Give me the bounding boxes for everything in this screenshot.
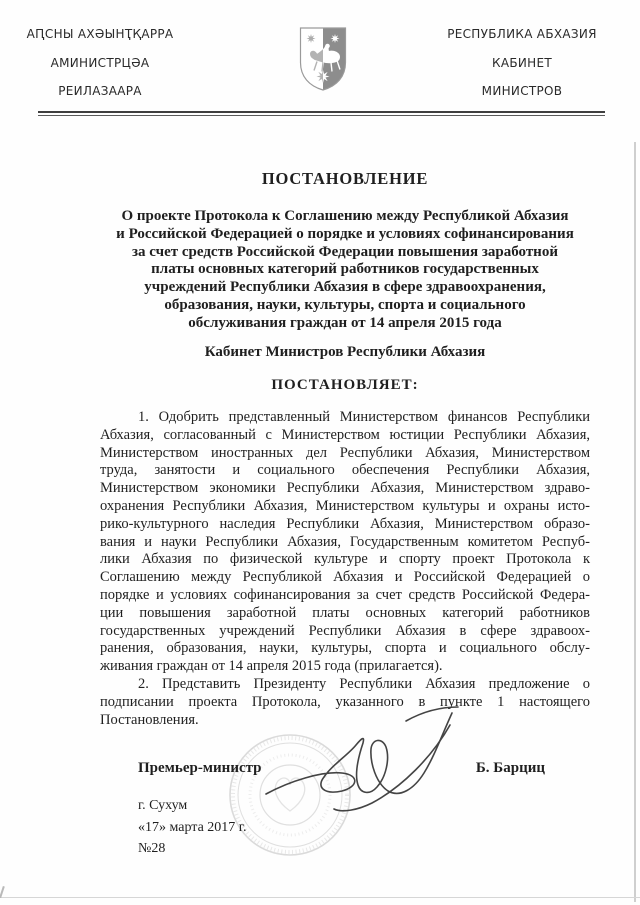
subject-line: образования, науки, культуры, спорта и социального	[164, 296, 526, 313]
scan-bottom-artifact	[0, 897, 640, 898]
document-subject	[100, 208, 590, 333]
paragraph-1-line: рико-культурного наследия Республики Абхазия, Министерством образо-	[100, 515, 590, 532]
org-russian-line-1: РЕСПУБЛИКА АБХАЗИЯ	[447, 27, 597, 41]
paragraph-1-line: государственных учреждений Республики Абхазия в сфере здравоох-	[100, 622, 590, 639]
subject-line: за счет средств Российской Федерации повышения заработной	[132, 243, 558, 260]
footer-date: «17» марта 2017 г.	[138, 819, 247, 835]
paragraph-1-line: Министерством экономики Республики Абхазия, Министерством здраво-	[100, 480, 590, 497]
org-abkhaz-line-3: РЕИЛАЗААРА	[58, 84, 142, 98]
paragraph-1-line: ранения, образования, науки, культуры, спорта и социального обслу-	[100, 640, 590, 657]
paragraph-1-line: ции повышения заработной платы основных категорий работников	[100, 604, 590, 621]
scan-edge-artifact	[634, 142, 636, 902]
resolves-line: ПОСТАНОВЛЯЕТ:	[271, 377, 419, 393]
paragraph-1-line: Соглашению между Республикой Абхазия и Российской Федерацией о	[100, 569, 590, 586]
signatory-role: Премьер-министр	[138, 760, 262, 776]
paragraph-2-line: 2. Представить Президенту Республики Абхазия предложение о	[138, 675, 590, 692]
subject-line: платы основных категорий работников государственных	[151, 261, 539, 278]
document-title: ПОСТАНОВЛЕНИЕ	[261, 169, 429, 188]
org-russian-line-2: КАБИНЕТ	[492, 55, 552, 70]
issuer-line: Кабинет Министров Республики Абхазия	[204, 344, 486, 360]
paragraph-1-line: лики Абхазия по физической культуре и спорту проект Протокола к	[100, 551, 590, 568]
paragraph-1-line: охранения Республики Абхазия, Министерством культуры и охраны исто-	[100, 497, 590, 514]
signatory-name: Б. Барциц	[475, 760, 545, 776]
footer-place: г. Сухум	[138, 798, 188, 813]
paragraph-1-line: труда, занятости и социального обеспечения Республики Абхазия,	[100, 462, 590, 479]
handwritten-signature-icon	[230, 695, 480, 825]
paragraph-1-line: вания и науки Республики Абхазия, Государственным комитетом Респуб-	[100, 533, 590, 550]
paragraph-1-line: порядке и условиях софинансирования за счет средств Российской Федера-	[100, 586, 590, 603]
paragraph-1-line: 1. Одобрить представленный Министерством финансов Республики	[138, 409, 590, 425]
subject-line: учреждений Республики Абхазия в сфере здравоохранения,	[144, 279, 546, 296]
org-abkhaz-line-2: АМИНИСТРЦӘА	[50, 55, 150, 70]
paragraph-1-line: Министерством иностранных дел Республики Абхазия, Министерством	[100, 444, 590, 461]
paragraph-2-line: подписании проекта Протокола, указанного в пункте 1 настоящего	[100, 693, 590, 710]
resolution-text	[100, 409, 590, 729]
org-abkhaz-line-1: АԤСНЫ АХӘЫНҬҚАРРА	[26, 27, 174, 41]
paragraph-1-line: живания граждан от 14 апреля 2015 года (прилагается).	[100, 658, 443, 675]
paragraph-1-line: Абхазия, согласованный с Министерством юстиции Республики Абхазия,	[100, 426, 590, 443]
subject-line: обслуживания граждан от 14 апреля 2015 года	[188, 314, 502, 331]
subject-line: и Российской Федерацией о порядке и условиях софинансирования	[116, 225, 574, 242]
org-russian-line-3: МИНИСТРОВ	[481, 84, 563, 98]
paragraph-2-line: Постановления.	[100, 711, 199, 728]
subject-line: О проекте Протокола к Соглашению между Республикой Абхазия	[121, 208, 569, 224]
footer-number: №28	[138, 841, 166, 856]
